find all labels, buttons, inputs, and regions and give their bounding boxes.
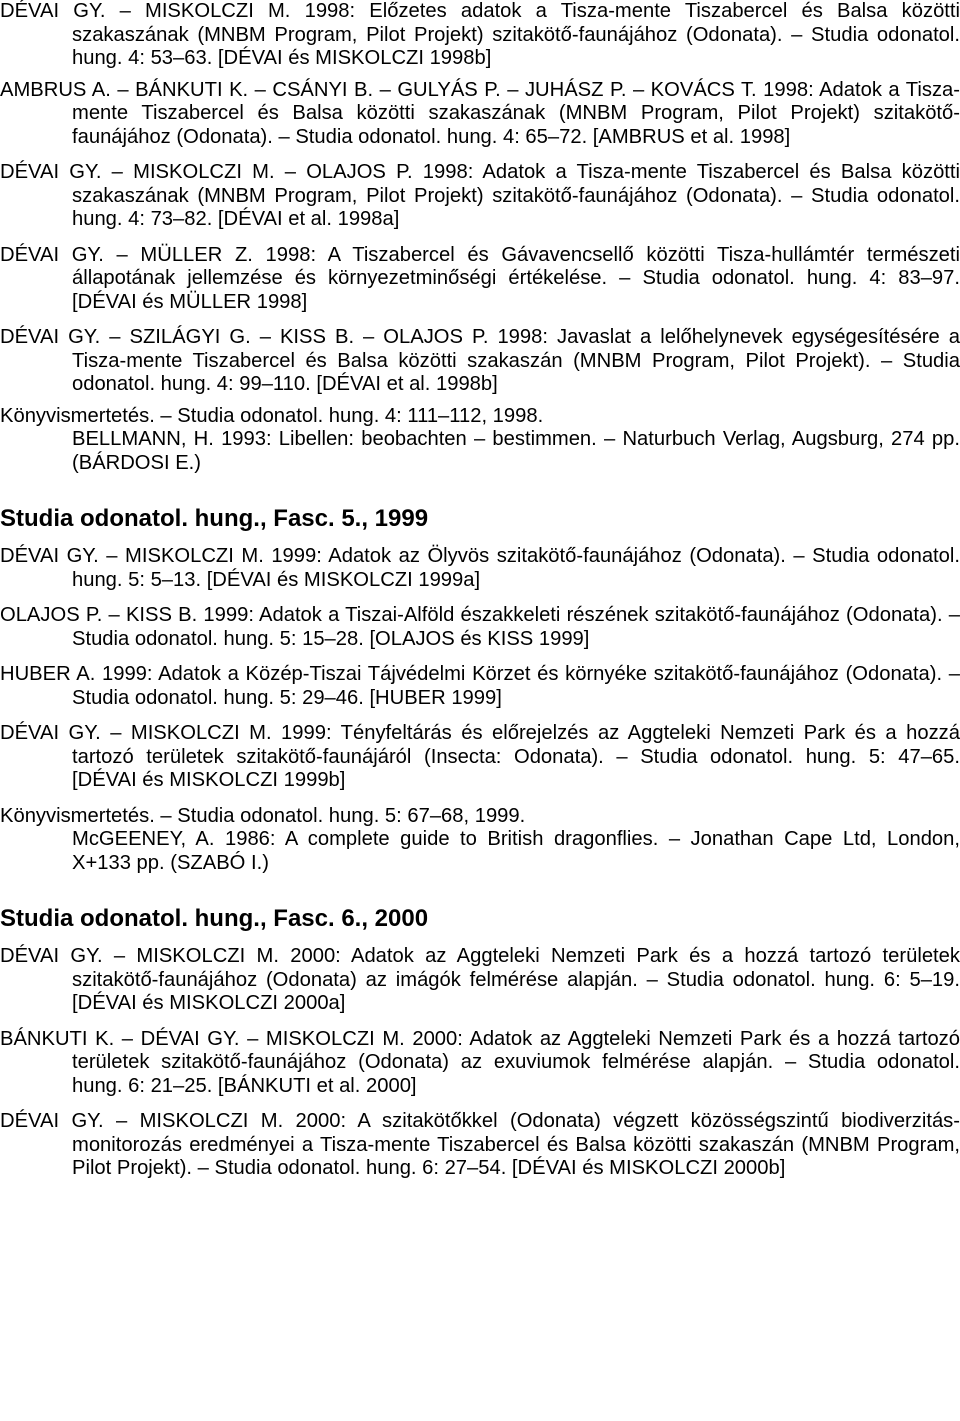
book-review-entry: McGEENEY, A. 1986: A complete guide to British dragonflies. – Jonathan Cape Ltd, London, X+133 pp. (SZABÓ I.): [72, 828, 960, 874]
reference-entry: DÉVAI GY. – SZILÁGYI G. – KISS B. – OLAJOS P. 1998: Javaslat a lelőhelynevek egységesítésére a Tisza-mente Tiszabercel és Balsa közötti szakaszán (MNBM Program, Pilot Projekt). – Studia odonatol. hung. 4: 99–110. [DÉVAI et al. 1998b]: [0, 326, 960, 395]
book-review-header: Könyvismertetés. – Studia odonatol. hung. 5: 67–68, 1999.: [0, 804, 526, 827]
reference-entry: DÉVAI GY. – MISKOLCZI M. 1999: Adatok az Ölyvös szitakötő-faunájához (Odonata). – Studia odonatol. hung. 5: 5–13. [DÉVAI és MISKOLCZI 1999a]: [0, 545, 960, 591]
book-review-header: Könyvismertetés. – Studia odonatol. hung. 4: 111–112, 1998.: [0, 404, 544, 427]
reference-entry: OLAJOS P. – KISS B. 1999: Adatok a Tiszai-Alföld északkeleti részének szitakötő-faunájához (Odonata). – Studia odonatol. hung. 5: 15–28. [OLAJOS és KISS 1999]: [0, 604, 960, 650]
reference-entry: DÉVAI GY. – MÜLLER Z. 1998: A Tiszabercel és Gávavencsellő közötti Tisza-hullámtér természeti állapotának jellemzése és környezetminőségi értékelése. – Studia odonatol. hung. 4: 83–97. [DÉVAI és MÜLLER 1998]: [0, 243, 960, 313]
reference-entry: DÉVAI GY. – MISKOLCZI M. – OLAJOS P. 1998: Adatok a Tisza-mente Tiszabercel és Balsa közötti szakaszának (MNBM Program, Pilot Projekt) szitakötő-faunájához (Odonata). – Studia odonatol. hung. 4: 73–82. [DÉVAI et al. 1998a]: [0, 161, 960, 230]
reference-entry: DÉVAI GY. – MISKOLCZI M. 1998: Előzetes adatok a Tisza-mente Tiszabercel és Balsa közötti szakaszának (MNBM Program, Pilot Projekt) szitakötő-faunájához (Odonata). – Studia odonatol. hung. 4: 53–63. [DÉVAI és MISKOLCZI 1998b]: [0, 0, 960, 69]
reference-entry: AMBRUS A. – BÁNKUTI K. – CSÁNYI B. – GULYÁS P. – JUHÁSZ P. – KOVÁCS T. 1998: Adatok a Tisza-mente Tiszabercel és Balsa közötti szakaszának (MNBM Program, Pilot Projekt) szitakötő-faunájához (Odonata). – Studia odonatol. hung. 4: 65–72. [AMBRUS et al. 1998]: [0, 78, 960, 148]
reference-entry: BÁNKUTI K. – DÉVAI GY. – MISKOLCZI M. 2000: Adatok az Aggteleki Nemzeti Park és a hozzá tartozó területek szitakötő-faunájához (Odonata) az exuviumok felmérése alapján. – Studia odonatol. hung. 6: 21–25. [BÁNKUTI et al. 2000]: [0, 1027, 960, 1097]
fascicle-heading: Studia odonatol. hung., Fasc. 6., 2000: [0, 905, 429, 932]
reference-entry: DÉVAI GY. – MISKOLCZI M. 2000: Adatok az Aggteleki Nemzeti Park és a hozzá tartozó területek szitakötő-faunájához (Odonata) az imágók felmérése alapján. – Studia odonatol. hung. 6: 5–19. [DÉVAI és MISKOLCZI 2000a]: [0, 945, 960, 1014]
reference-entry: DÉVAI GY. – MISKOLCZI M. 1999: Tényfeltárás és előrejelzés az Aggteleki Nemzeti Park és a hozzá tartozó területek szitakötő-faunájáról (Insecta: Odonata). – Studia odonatol. hung. 5: 47–65. [DÉVAI és MISKOLCZI 1999b]: [0, 722, 960, 791]
reference-entry: HUBER A. 1999: Adatok a Közép-Tiszai Tájvédelmi Körzet és környéke szitakötő-faunájához (Odonata). – Studia odonatol. hung. 5: 29–46. [HUBER 1999]: [0, 663, 960, 709]
book-review-entry: BELLMANN, H. 1993: Libellen: beobachten – bestimmen. – Naturbuch Verlag, Augsburg, 274 pp. (BÁRDOSI E.): [72, 428, 960, 474]
reference-entry: DÉVAI GY. – MISKOLCZI M. 2000: A szitakötőkkel (Odonata) végzett közösségszintű biodiverzitás-monitorozás eredményei a Tisza-mente Tiszabercel és Balsa közötti szakaszán (MNBM Program, Pilot Projekt). – Studia odonatol. hung. 6: 27–54. [DÉVAI és MISKOLCZI 2000b]: [0, 1110, 960, 1179]
fascicle-heading: Studia odonatol. hung., Fasc. 5., 1999: [0, 505, 429, 532]
